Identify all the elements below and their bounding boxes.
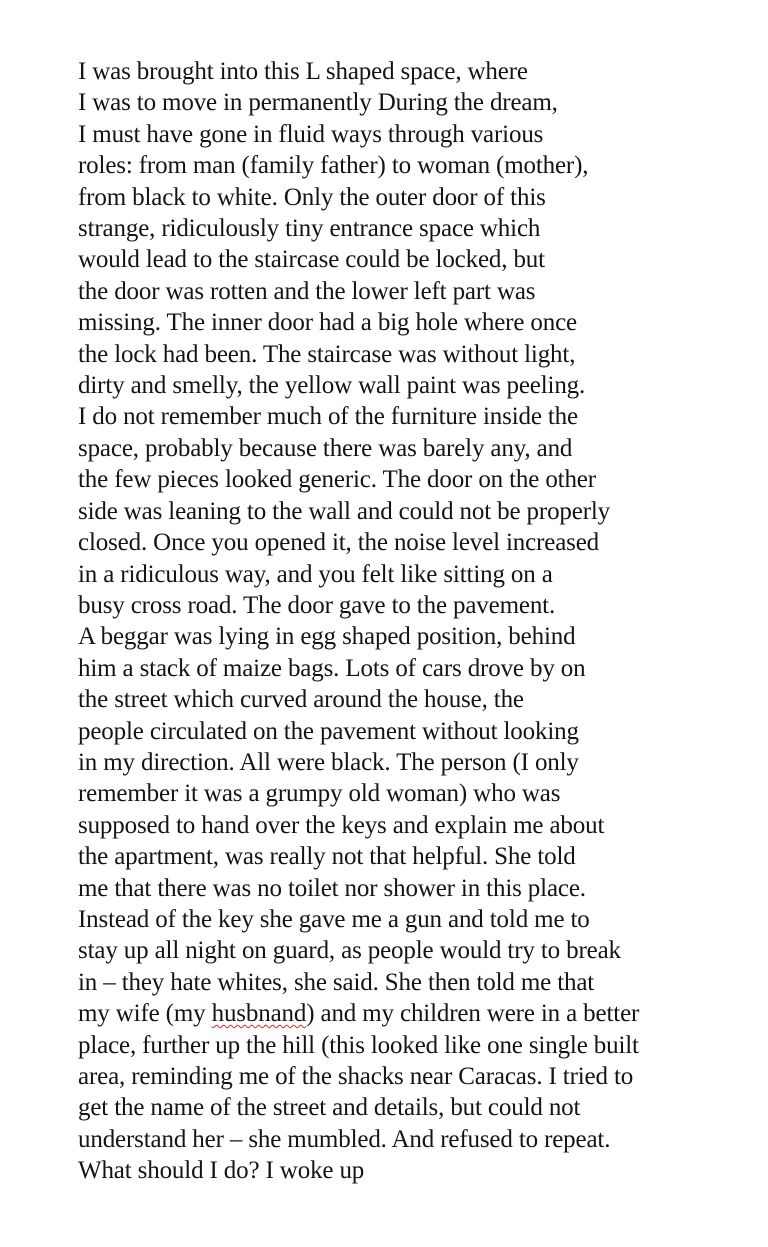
text-segment: my wife (my bbox=[78, 1000, 212, 1028]
text-line: busy cross road. The door gave to the pavement. bbox=[78, 591, 556, 619]
text-line: me that there was no toilet nor shower in this place. bbox=[78, 874, 586, 902]
text-line: the few pieces looked generic. The door on the other bbox=[78, 466, 596, 494]
text-line: I must have gone in fluid ways through various bbox=[78, 120, 544, 148]
text-segment: ) and my children were in a better bbox=[306, 1000, 640, 1028]
text-line: people circulated on the pavement without looking bbox=[78, 717, 579, 745]
text-line: What should I do? I woke up bbox=[78, 1157, 365, 1185]
text-line: him a stack of maize bags. Lots of cars drove by on bbox=[78, 654, 586, 682]
text-line: the street which curved around the house, the bbox=[78, 686, 524, 714]
text-line bbox=[78, 998, 738, 1029]
text-line: space, probably because there was barely any, and bbox=[78, 434, 573, 462]
text-line: I was brought into this L shaped space, where bbox=[78, 58, 528, 85]
text-line: from black to white. Only the outer door of this bbox=[78, 183, 546, 211]
text-line: in – they hate whites, she said. She then told me that bbox=[78, 968, 595, 996]
text-line: supposed to hand over the keys and explain me about bbox=[78, 811, 605, 839]
text-line: in my direction. All were black. The person (I only bbox=[78, 748, 579, 776]
text-line: understand her – she mumbled. And refused to repeat. bbox=[78, 1125, 611, 1153]
dream-text bbox=[78, 56, 738, 1187]
text-line: A beggar was lying in egg shaped position, behind bbox=[78, 623, 576, 651]
text-line: the door was rotten and the lower left part was bbox=[78, 277, 536, 305]
text-line: stay up all night on guard, as people would try to break bbox=[78, 937, 621, 965]
text-line: place, further up the hill (this looked like one single built bbox=[78, 1031, 639, 1059]
text-line: dirty and smelly, the yellow wall paint was peeling. bbox=[78, 372, 586, 400]
text-line: Instead of the key she gave me a gun and told me to bbox=[78, 905, 590, 933]
text-line: the apartment, was really not that helpful. She told bbox=[78, 843, 576, 871]
text-line: in a ridiculous way, and you felt like sitting on a bbox=[78, 560, 553, 588]
text-line: I do not remember much of the furniture inside the bbox=[78, 403, 578, 431]
text-line: closed. Once you opened it, the noise level increased bbox=[78, 529, 600, 557]
text-line: roles: from man (family father) to woman (mother), bbox=[78, 152, 589, 180]
text-line: would lead to the staircase could be locked, but bbox=[78, 246, 545, 274]
text-line: area, reminding me of the shacks near Caracas. I tried to bbox=[78, 1063, 634, 1090]
text-line: strange, ridiculously tiny entrance space which bbox=[78, 215, 541, 243]
text-line: the lock had been. The staircase was without light, bbox=[78, 340, 576, 368]
text-line: get the name of the street and details, but could not bbox=[78, 1094, 581, 1122]
text-line: I was to move in permanently During the dream, bbox=[78, 89, 558, 117]
text-line: side was leaning to the wall and could not be properly bbox=[78, 497, 611, 525]
text-line: missing. The inner door had a big hole where once bbox=[78, 309, 577, 337]
misspelled-word[interactable]: husbnand bbox=[211, 1000, 307, 1028]
text-line: remember it was a grumpy old woman) who was bbox=[78, 780, 561, 808]
